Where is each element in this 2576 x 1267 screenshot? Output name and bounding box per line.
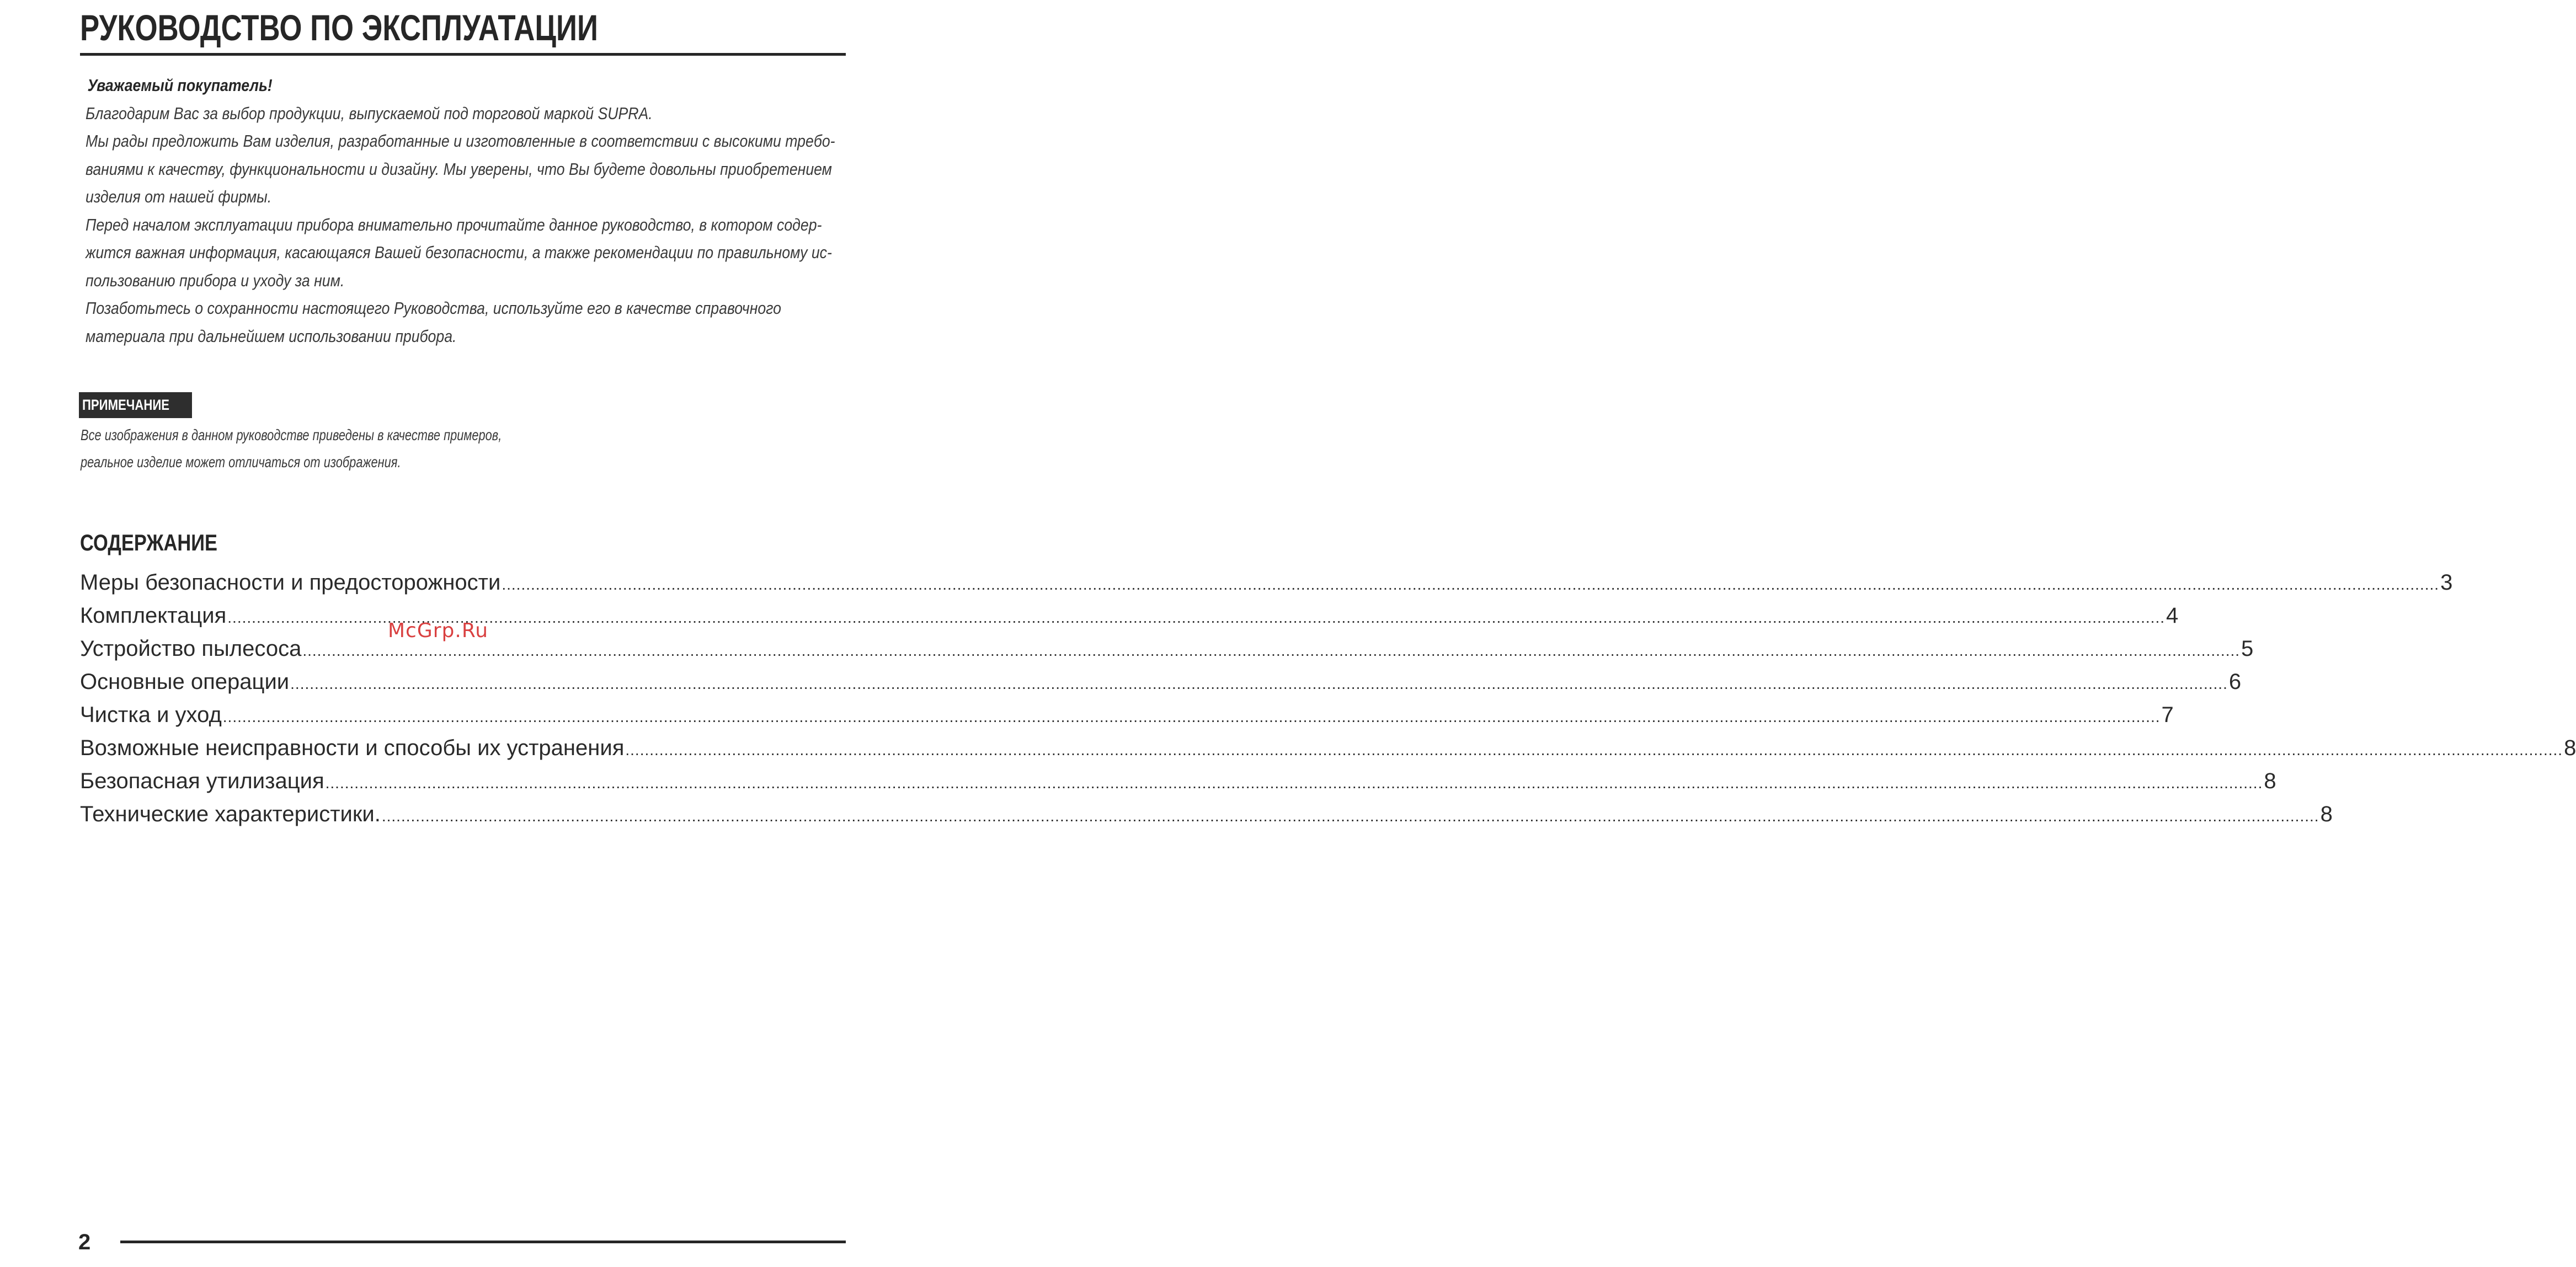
toc-leader-dots: ................................................................................................................................................................................................................................................................................................................................................................................................................: [227, 609, 2165, 626]
toc-leader-dots: ................................................................................................................................................................................................................................................................................................................................................................................................................: [502, 576, 2440, 593]
toc-item-label: Безопасная утилизация: [80, 769, 324, 793]
note-line: Все изображения в данном руководстве приведены в качестве примеров,: [81, 426, 502, 443]
toc-leader-dots: ................................................................................................................................................................................................................................................................................................................................................................................................................: [222, 708, 2161, 725]
intro-line: изделия от нашей фирмы.: [86, 187, 272, 206]
toc-item[interactable]: [80, 665, 2242, 698]
toc-item-page: 4: [2166, 603, 2179, 628]
toc-item-label: Меры безопасности и предосторожности: [80, 570, 501, 595]
intro-line: Благодарим Вас за выбор продукции, выпускаемой под торговой маркой SUPRA.: [86, 103, 653, 123]
note-text: [81, 421, 632, 475]
page-title: РУКОВОДСТВО ПО ЭКСПЛУАТАЦИИ: [80, 7, 598, 48]
toc-item-label: Технические характеристики.: [80, 802, 381, 826]
toc-leader-dots: ................................................................................................................................................................................................................................................................................................................................................................................................................: [381, 808, 2319, 825]
note-badge-label: ПРИМЕЧАНИЕ: [82, 397, 170, 413]
intro-line: Перед началом эксплуатации прибора внимательно прочитайте данное руководство, в котором содер-: [86, 215, 822, 234]
toc-item-label: Чистка и уход: [80, 703, 222, 727]
toc-heading: СОДЕРЖАНИЕ: [80, 530, 217, 555]
toc-item-label: Возможные неисправности и способы их устранения: [80, 736, 625, 760]
intro-line: Мы рады предложить Вам изделия, разработанные и изготовленные в соответствии с высокими требо-: [86, 131, 835, 151]
toc-item[interactable]: [80, 566, 2453, 599]
toc-leader-dots: ................................................................................................................................................................................................................................................................................................................................................................................................................: [325, 774, 2263, 792]
toc-leader-dots: ................................................................................................................................................................................................................................................................................................................................................................................................................: [625, 741, 2563, 758]
intro-line: пользованию прибора и уходу за ним.: [86, 270, 345, 290]
intro-section: [86, 72, 852, 350]
watermark: McGrp.Ru: [388, 619, 489, 642]
note-badge: [79, 392, 192, 418]
toc-item[interactable]: [80, 731, 2576, 765]
intro-line: материала при дальнейшем использовании прибора.: [86, 326, 457, 346]
toc-item[interactable]: [80, 798, 2333, 831]
title-divider: [80, 53, 846, 56]
footer-divider: [120, 1241, 846, 1243]
toc-leader-dots: ................................................................................................................................................................................................................................................................................................................................................................................................................: [302, 642, 2241, 659]
page-number: 2: [78, 1230, 91, 1254]
toc-item-label: Основные операции: [80, 670, 290, 694]
intro-line: жится важная информация, касающаяся Вашей безопасности, а также рекомендации по правильному ис-: [86, 243, 832, 262]
intro-line: ваниями к качеству, функциональности и дизайну. Мы уверены, что Вы будете довольны приобретением: [86, 159, 832, 179]
toc-item-page: 5: [2241, 637, 2254, 661]
intro-line: Позаботьтесь о сохранности настоящего Руководства, используйте его в качестве справочного: [86, 298, 781, 318]
toc-item-label: Комплектация: [80, 603, 227, 628]
toc-item-page: 8: [2564, 736, 2576, 760]
toc-item-page: 3: [2440, 570, 2453, 595]
note-line: реальное изделие может отличаться от изображения.: [81, 453, 401, 471]
table-of-contents: [80, 566, 2576, 831]
toc-item-page: 8: [2264, 769, 2276, 793]
toc-item-label: Устройство пылесоса: [80, 637, 302, 661]
toc-item-page: 7: [2161, 703, 2174, 727]
toc-item[interactable]: [80, 765, 2276, 798]
toc-item-page: 8: [2320, 802, 2333, 826]
toc-item[interactable]: [80, 698, 2174, 731]
greeting: Уважаемый покупатель!: [87, 76, 273, 95]
toc-item-page: 6: [2228, 670, 2242, 694]
toc-leader-dots: ................................................................................................................................................................................................................................................................................................................................................................................................................: [290, 675, 2228, 692]
